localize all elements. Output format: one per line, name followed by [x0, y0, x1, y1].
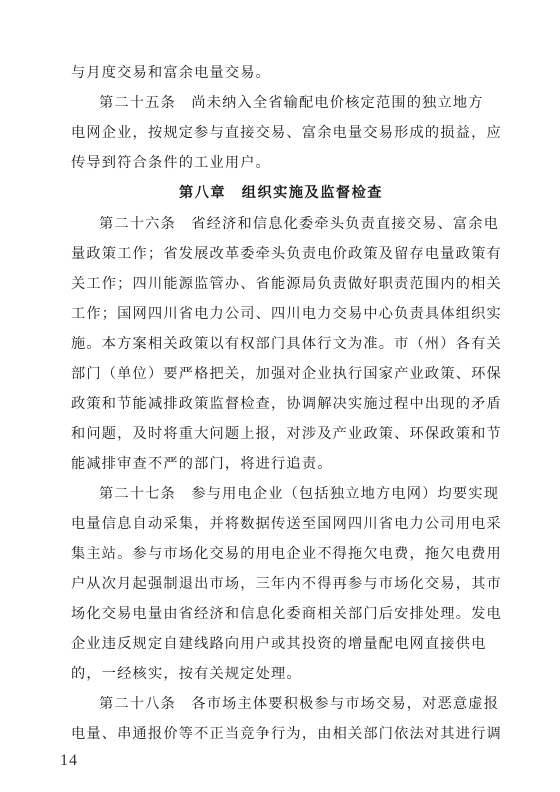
text-line: 第二十五条 尚未纳入全省输配电价核定范围的独立地方 — [99, 95, 484, 111]
text-line: 企业违反规定自建线路向用户或其投资的增量配电网直接供电 — [71, 636, 487, 652]
text-line: 和问题，及时将重大问题上报，对涉及产业政策、环保政策和节 — [71, 426, 502, 442]
text-line: 与月度交易和富余电量交易。 — [71, 65, 272, 81]
text-line: 电量信息自动采集，并将数据传送至国网四川省电力公司用电采 — [71, 516, 502, 532]
text-line: 施。本方案相关政策以有权部门具体行文为准。市（州）各有关 — [71, 336, 502, 352]
paragraph-continuation — [71, 58, 491, 88]
text-line: 场化交易电量由省经济和信息化委商相关部门后安排处理。发电 — [71, 606, 502, 622]
text-line: 第二十六条 省经济和信息化委牵头负责直接交易、富余电 — [99, 216, 500, 232]
text-line: 的，一经核实，按有关规定处理。 — [71, 666, 302, 682]
document-page — [71, 58, 502, 749]
text-line: 关工作；四川能源监管办、省能源局负责做好职责范围内的相关 — [71, 276, 502, 292]
text-line: 量政策工作；省发展改革委牵头负责电价政策及留存电量政策有 — [71, 246, 502, 262]
text-line: 户从次月起强制退出市场，三年内不得再参与市场化交易，其市 — [71, 576, 502, 592]
text-line: 第二十八条 各市场主体要积极参与市场交易，对恶意虚报 — [99, 696, 500, 712]
paragraph-article-27 — [71, 479, 502, 689]
text-line: 能减排审查不严的部门，将进行追责。 — [71, 456, 333, 472]
paragraph-article-26 — [71, 209, 502, 479]
text-line: 电网企业，按规定参与直接交易、富余电量交易形成的损益，应 — [71, 125, 502, 141]
text-line: 第二十七条 参与用电企业（包括独立地方电网）均要实现 — [99, 486, 500, 502]
text-line: 政策和节能减排政策监督检查，协调解决实施过程中出现的矛盾 — [71, 396, 502, 412]
text-line: 电量、串通报价等不正当竞争行为，由相关部门依法对其进行调 — [71, 726, 502, 742]
page-number: 14 — [60, 752, 78, 769]
paragraph-article-25 — [71, 88, 502, 178]
text-line: 传导到符合条件的工业用户。 — [71, 155, 272, 171]
text-line: 集主站。参与市场化交易的用电企业不得拖欠电费，拖欠电费用 — [71, 546, 502, 562]
text-line: 部门（单位）要严格把关，加强对企业执行国家产业政策、环保 — [71, 366, 502, 382]
text-line: 工作；国网四川省电力公司、四川电力交易中心负责具体组织实 — [71, 306, 502, 322]
chapter-heading: 第八章 组织实施及监督检查 — [179, 185, 383, 201]
paragraph-article-28 — [71, 689, 502, 749]
